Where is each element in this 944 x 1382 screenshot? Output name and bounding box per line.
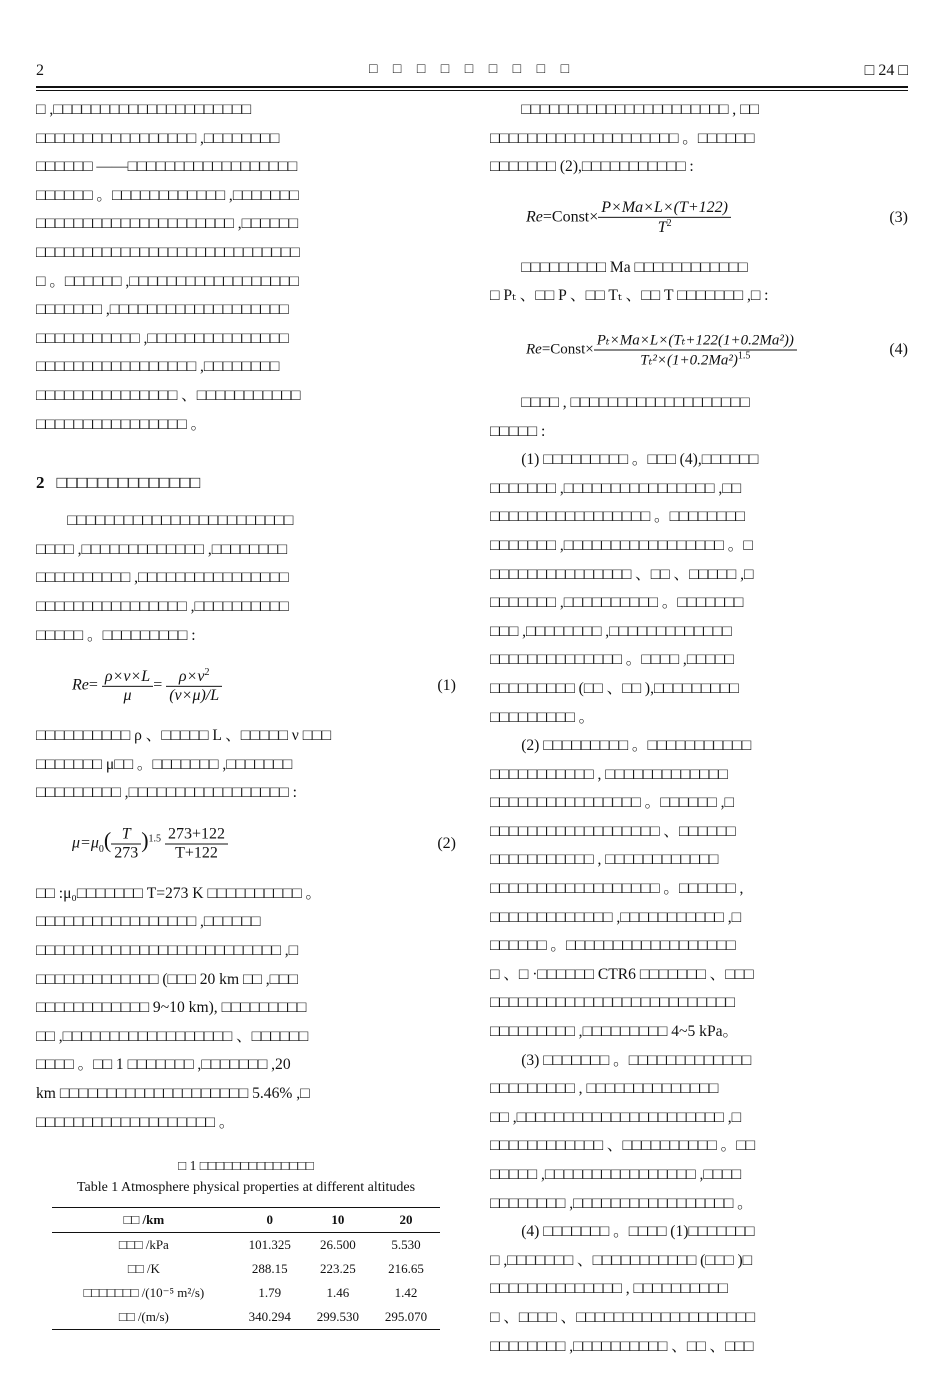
volume-label: □ 24 □ bbox=[864, 62, 908, 79]
text-line: □□□□□□□□□□□□□□□ 、□□□□□□□□□□□ bbox=[36, 386, 301, 404]
left-paragraph-1 bbox=[36, 96, 456, 439]
header-rule-thick bbox=[36, 86, 908, 88]
text-line: □□□□□□□□□□□□□□□□□□ 。□□□□□□ , bbox=[490, 880, 744, 898]
text-line: □□□□□□□□□□□□□□ , □□□□□□□□□□ bbox=[490, 1280, 728, 1298]
table-row bbox=[52, 1233, 440, 1258]
equation-4: Re=Const× $\frac{\text{Pₜ×Ma×L×(Tₜ+122(1+0.2Ma²))}}{T_t^2\times(1+0.2Ma^2)^{1.5}}$ (4) bbox=[526, 332, 908, 369]
eq3-fraction: $\frac{P\times Ma\times L\times(T+122)}{T^2}$ bbox=[598, 199, 731, 237]
text-line: □□□□□□□□□□□□□□□□□□□□□□□□□□ ,□ bbox=[36, 942, 299, 960]
table-cell: 216.65 bbox=[388, 1261, 424, 1277]
table-row bbox=[52, 1305, 440, 1330]
eq2-number: (2) bbox=[437, 834, 456, 852]
eq1-fraction-1: $\frac{\rho\times\nu\times L}{\mu}$ bbox=[102, 668, 153, 705]
text-line: □ ,□□□□□□□□□□□□□□□□□□□□□ bbox=[36, 101, 252, 118]
text-line: □□□□□□□□□□□□□ ,□□□□□□□□□□□ ,□ bbox=[490, 908, 742, 926]
list-item-3 bbox=[490, 1047, 908, 1219]
text-line: (3) □□□□□□□ 。□□□□□□□□□□□□□ bbox=[521, 1051, 752, 1069]
left-paragraph-3 bbox=[36, 722, 456, 808]
text-line: □□□□□□□□□□□□□□□□□□□□ 。□□□□□□ bbox=[490, 129, 755, 147]
eq3-lhs: Re bbox=[526, 208, 543, 226]
text-line: □□□□□□□□ ,□□□□□□□□□□ 、□□ 、□□□ bbox=[490, 1337, 754, 1355]
text-line: □□□□□□□□□□□□□□□□□□□□□□□□□□ bbox=[490, 994, 735, 1012]
equation-3: Re=Const× $\frac{P\times Ma\times L\times(T+122)}{T^2}$ (3) bbox=[526, 198, 908, 236]
section-heading bbox=[36, 469, 456, 497]
text-line: □□□□□ 。□□□□□□□□□ : bbox=[36, 626, 196, 644]
text-line: □□□□□□□□□ 。 bbox=[490, 708, 595, 726]
table-cell: 299.530 bbox=[316, 1309, 359, 1325]
text-line: □□□□□□□□□□□□□□□□□□□□□ ,□□□□□□ bbox=[36, 215, 299, 233]
eq1-number: (1) bbox=[437, 677, 456, 695]
table-cell: 1.42 bbox=[394, 1285, 418, 1301]
journal-title: □ □ □ □ □ □ □ □ □ bbox=[368, 62, 576, 77]
eq3-number: (3) bbox=[889, 208, 908, 226]
text-line: □□□□□□□□□ (□□ 、□□ ),□□□□□□□□□ bbox=[490, 679, 739, 697]
text-line: km □□□□□□□□□□□□□□□□□□□□ 5.46% ,□ bbox=[36, 1085, 310, 1103]
table-cell: □□□□□□□ /(10⁻⁵ m²/s) bbox=[83, 1285, 205, 1301]
table-cell: 1.46 bbox=[326, 1285, 350, 1301]
text-line: □□□□□□ ——□□□□□□□□□□□□□□□□□□ bbox=[36, 158, 298, 176]
header-rule-thin bbox=[36, 90, 908, 91]
section-number: 2 bbox=[36, 473, 45, 493]
text-line: □□□□ 。□□ 1 □□□□□□□ ,□□□□□□□ ,20 bbox=[36, 1056, 291, 1074]
text-line: (2) □□□□□□□□□ 。□□□□□□□□□□□ bbox=[521, 737, 752, 755]
text-line: □□□□□□□□□□□□ 9~10 km), □□□□□□□□□ bbox=[36, 999, 307, 1017]
text-line: □□□□□□□□ ,□□□□□□□□□□□□□□□□□ 。 bbox=[490, 1194, 753, 1212]
text-line: □□□□□□□□□□□□□□□□□ ,□□□□□□□□ bbox=[36, 358, 280, 376]
text-line: □□□□□□□□□□□□□□□□□□□□□□ , □□ bbox=[521, 101, 759, 118]
table-cell: 26.500 bbox=[319, 1237, 356, 1253]
text-line: □□□□□□□□□□□□□□□□□ 。□□□□□□□□ bbox=[490, 508, 745, 526]
table-header-cell: 10 bbox=[331, 1212, 345, 1228]
text-line: □□□□□□□□□□□□□□ 。□□□□ ,□□□□□ bbox=[490, 651, 734, 669]
atmosphere-table bbox=[52, 1207, 440, 1330]
table-caption-en: Table 1 Atmosphere physical properties at different altitudes bbox=[76, 1180, 416, 1196]
text-line: □ Pₜ 、□□ P 、□□ Tₜ 、□□ T □□□□□□□ ,□ : bbox=[490, 287, 769, 305]
eq1-lhs: Re bbox=[72, 676, 89, 694]
text-line: □□□□□ ,□□□□□□□□□□□□□□□□ ,□□□□ bbox=[490, 1166, 742, 1183]
text-line: □□□□□□□□□□ ρ 、□□□□□ L 、□□□□□ ν □□□ bbox=[36, 727, 331, 745]
text-line: □□□□□□□□□□□□□□□□ ,□□□□□□□□□□ bbox=[36, 597, 289, 615]
text-line: □□□□□□□□□□□□□□□□ 。□□□□□□ ,□ bbox=[490, 794, 734, 812]
table-cell: □□□ /kPa bbox=[118, 1237, 169, 1253]
text-line: □□□□□□□ (2),□□□□□□□□□□□ : bbox=[490, 158, 694, 176]
text-line: □□□□□ : bbox=[490, 422, 546, 440]
table-header-cell: 20 bbox=[399, 1212, 413, 1228]
text-line: □ 、□□□□ 、□□□□□□□□□□□□□□□□□□□ bbox=[490, 1308, 756, 1326]
text-line: □□□□□□ 。□□□□□□□□□□□□□□□□□□ bbox=[490, 937, 736, 955]
table-cell: 101.325 bbox=[248, 1237, 291, 1253]
table-header-cell: 0 bbox=[266, 1212, 274, 1228]
text-line: □ ,□□□□□□□ 、□□□□□□□□□□□ (□□□ )□ bbox=[490, 1251, 753, 1269]
text-line: □□□□□□□□□ ,□□□□□□□□□ 4~5 kPa。 bbox=[490, 1023, 739, 1041]
text-line: □□□□□□□□□□□□□□□□□ ,□□□□□□ bbox=[36, 913, 261, 931]
text-line: □□□□□□□□□ , □□□□□□□□□□□□□□ bbox=[490, 1080, 719, 1098]
text-line: □□□□□□□ μ□□ 。□□□□□□□ ,□□□□□□□ bbox=[36, 755, 293, 773]
text-line: (1) □□□□□□□□□ 。□□□ (4),□□□□□□ bbox=[521, 451, 759, 469]
text-line: □□□□ , □□□□□□□□□□□□□□□□□□□ bbox=[521, 393, 750, 411]
table-cell: 295.070 bbox=[384, 1309, 428, 1325]
right-paragraph-1 bbox=[490, 96, 908, 182]
table-cell: 223.25 bbox=[319, 1261, 356, 1277]
text-line: □□□□□□□□□□□□□□□□□ ,□□□□□□□□ bbox=[36, 129, 280, 147]
equation-2: $\mu=\mu_0$( $\frac{T}{273}$ )$^{1.5}$ $\frac{273+122}{T+122}$ (2) bbox=[72, 825, 456, 862]
section-title: □□□□□□□□□□□□□□ bbox=[56, 473, 201, 493]
text-line: □□□□□□□□□□□ , □□□□□□□□□□□□□ bbox=[490, 765, 728, 783]
text-line: □□□□□□□□□ Ma □□□□□□□□□□□□ bbox=[521, 258, 748, 276]
text-line: □□□□□□ 。□□□□□□□□□□□□ ,□□□□□□□ bbox=[36, 186, 299, 204]
text-line: (4) □□□□□□□ 。□□□□ (1)□□□□□□□ bbox=[521, 1223, 755, 1241]
right-paragraph-3 bbox=[490, 389, 908, 446]
text-line: □□ ,□□□□□□□□□□□□□□□□□□ 、□□□□□□ bbox=[36, 1027, 309, 1045]
table-caption-cn: □ 1 □□□□□□□□□□□□□□ bbox=[178, 1158, 314, 1174]
table-cell: □□ /(m/s) bbox=[118, 1309, 169, 1325]
eq2-lhs: μ=μ bbox=[72, 834, 99, 852]
table-cell: 1.79 bbox=[258, 1285, 282, 1301]
eq2-fraction-b: $\frac{273+122}{T+122}$ bbox=[165, 825, 228, 862]
eq4-number: (4) bbox=[889, 340, 908, 358]
text-line: □ 。□□□□□□ ,□□□□□□□□□□□□□□□□□□ bbox=[36, 272, 299, 290]
text-line: □□□□ ,□□□□□□□□□□□□□ ,□□□□□□□□ bbox=[36, 540, 288, 558]
text-line: □□□□□□□□□ ,□□□□□□□□□□□□□□□□□ : bbox=[36, 784, 297, 802]
text-line: □□ :μ₀□□□□□□□ T=273 K □□□□□□□□□□ 。 bbox=[36, 884, 322, 902]
text-line: □□□□□□□□□□□□□□□□□□□□□□□□ bbox=[67, 512, 294, 530]
list-item-4 bbox=[490, 1218, 908, 1361]
list-item-1 bbox=[490, 446, 908, 732]
text-line: □□□□□□□□□□□ , □□□□□□□□□□□□ bbox=[490, 851, 719, 869]
text-line: □□□□□□□□□□□□□ (□□□ 20 km □□ ,□□□ bbox=[36, 970, 298, 988]
equation-1: Re= $\frac{\rho\times\nu\times L}{\mu}$ = $\frac{\rho\times\nu^2}{(\nu\times\mu)/L}$ (1) bbox=[72, 666, 456, 705]
table-cell: □□ /K bbox=[127, 1261, 160, 1277]
text-line: □□□□□□□□□□□□□□□□□□□□□□□□□□□□ bbox=[36, 243, 300, 261]
table-cell: 288.15 bbox=[251, 1261, 288, 1277]
text-line: □□□□□□□ ,□□□□□□□□□□□□□□□□□□□ bbox=[36, 301, 289, 319]
left-column bbox=[36, 96, 456, 1330]
text-line: □□□□□□□ ,□□□□□□□□□□□□□□□□□ 。□ bbox=[490, 536, 753, 554]
table-cell: 340.294 bbox=[248, 1309, 291, 1325]
text-line: □□□□□□□□□□□□□□□□□□ 、□□□□□□ bbox=[490, 822, 736, 840]
table-row bbox=[52, 1281, 440, 1305]
text-line: □□□□□□□ ,□□□□□□□□□□ 。□□□□□□□ bbox=[490, 594, 744, 612]
table-header-cell: □□ /km bbox=[123, 1212, 165, 1228]
text-line: □□□□□□□□□□□□□□□ 、□□ 、□□□□□ ,□ bbox=[490, 565, 754, 583]
right-paragraph-2 bbox=[490, 254, 908, 311]
text-line: □□□□□□□□□□□□ 、□□□□□□□□□□ 。□□ bbox=[490, 1137, 756, 1155]
list-item-2 bbox=[490, 732, 908, 1047]
text-line: □□□ ,□□□□□□□□ ,□□□□□□□□□□□□□ bbox=[490, 622, 732, 640]
eq4-lhs: Re bbox=[526, 341, 542, 358]
left-paragraph-2 bbox=[36, 507, 456, 650]
left-paragraph-4 bbox=[36, 880, 456, 1137]
table-cell: 5.530 bbox=[391, 1237, 421, 1253]
text-line: □ 、□ ·□□□□□□ CTR6 □□□□□□□ 、□□□ bbox=[490, 965, 754, 983]
text-line: □□□□□□□□□□□□□□□□□□□ 。 bbox=[36, 1113, 235, 1131]
text-line: □□□□□□□□□□□ ,□□□□□□□□□□□□□□□ bbox=[36, 329, 289, 347]
text-line: □□□□□□□□□□ ,□□□□□□□□□□□□□□□□ bbox=[36, 569, 289, 587]
eq1-fraction-2: $\frac{\rho\times\nu^2}{(\nu\times\mu)/L}$ bbox=[166, 667, 222, 705]
text-line: □□□□□□□ ,□□□□□□□□□□□□□□□□ ,□□ bbox=[490, 479, 742, 497]
page-number: 2 bbox=[36, 62, 44, 79]
table-header-row bbox=[52, 1208, 440, 1233]
table-row bbox=[52, 1257, 440, 1281]
right-column bbox=[490, 96, 908, 1361]
eq4-fraction: $\frac{\text{Pₜ×Ma×L×(Tₜ+122(1+0.2Ma²))}}{T_t^2\times(1+0.2Ma^2)^{1.5}}$ bbox=[594, 330, 797, 369]
eq2-fraction-a: $\frac{T}{273}$ bbox=[111, 825, 141, 862]
text-line: □□ ,□□□□□□□□□□□□□□□□□□□□□□ ,□ bbox=[490, 1108, 742, 1126]
text-line: □□□□□□□□□□□□□□□□ 。 bbox=[36, 415, 207, 433]
